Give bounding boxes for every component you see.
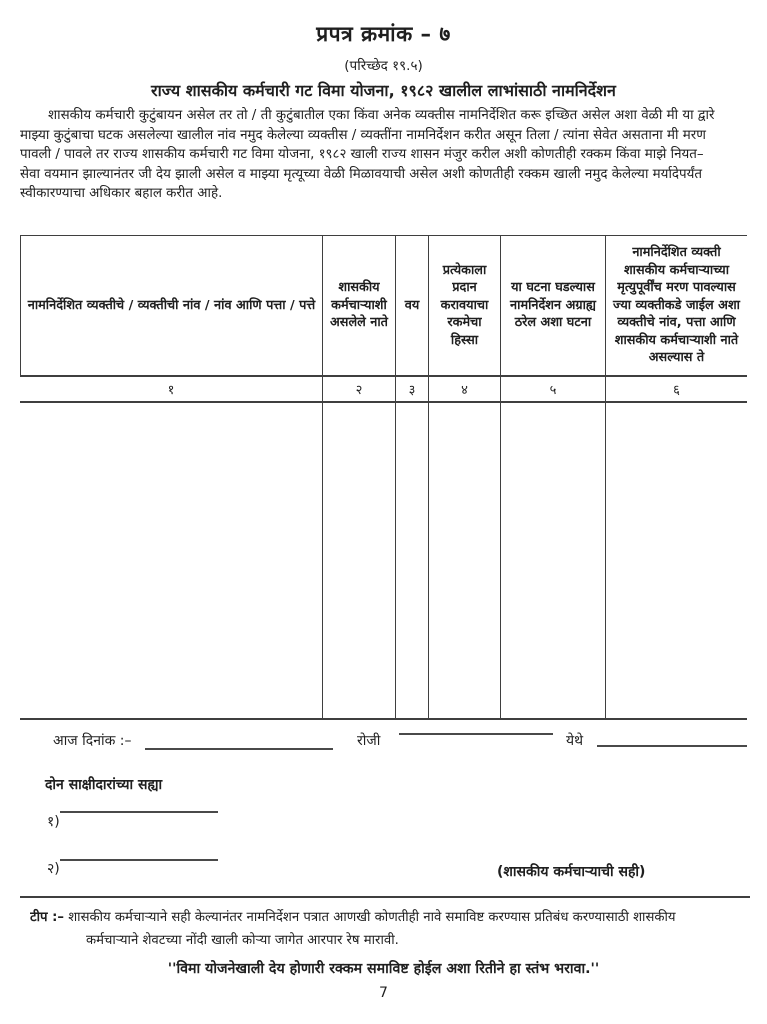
footer-divider-rule	[20, 896, 750, 898]
column-header-name-address: नामनिर्देशित व्यक्तीचे / व्यक्तीची नांव / नांव आणि पत्ता / पत्ते	[20, 235, 323, 375]
form-heading: राज्य शासकीय कर्मचारी गट विमा योजना, १९८२ खालील लाभांसाठी नामनिर्देशन	[151, 81, 616, 100]
yethe-blank-line	[597, 745, 747, 747]
note-first-line	[30, 907, 750, 927]
column-header-age: वय	[396, 235, 429, 375]
column-number-2: २	[323, 375, 396, 403]
column-header-invalidation: या घटना घडल्यास नामनिर्देशन अग्राह्य ठरेल अशा घटना	[501, 235, 606, 375]
column-number-5: ५	[501, 375, 606, 403]
column-number-3: ३	[396, 375, 429, 403]
column-number-1: १	[20, 375, 323, 403]
column-header-relationship: शासकीय कर्मचाऱ्याशी असलेले नाते	[323, 235, 396, 375]
table-body-cell	[606, 403, 747, 720]
roji-label: रोजी	[357, 733, 381, 749]
note-text-2: कर्मचाऱ्याने शेवटच्या नोंदी खाली कोऱ्या जागेत आरपार रेष मारावी.	[86, 933, 399, 948]
witness-2-signature-line	[60, 859, 218, 861]
column-fill-instruction-quote: ''विमा योजनेखाली देय होणारी रक्कम समाविष्ट होईल अशा रितीने हा स्तंभ भरावा.''	[167, 961, 600, 977]
column-header-contingent: नामनिर्देशित व्यक्ती शासकीय कर्मचाऱ्याच्या मृत्युपूर्वींच मरण पावल्यास ज्या व्यक्तीकडे जाईल अशा व्यक्तीचे नांव, पत्ता आणि शासकीय कर्मचाऱ्याशी नाते असल्यास ते	[606, 235, 747, 375]
intro-line: स्वीकारण्याचा अधिकार बहाल करीत आहे.	[20, 186, 223, 201]
table-body-cell	[20, 403, 323, 720]
date-label: आज दिनांक :–	[53, 733, 132, 749]
note-text-1: शासकीय कर्मचाऱ्याने सही केल्यानंतर नामनिर्देशन पत्रात आणखी कोणतीही नावे समाविष्ट करण्यास प्रतिबंध करण्यासाठी शासकीय	[68, 910, 676, 925]
witness-1-number: १)	[47, 814, 60, 830]
date-blank-line	[145, 748, 333, 750]
page-number: 7	[379, 985, 388, 1001]
table-body-cell	[396, 403, 429, 720]
table-body-cell	[501, 403, 606, 720]
nomination-table	[20, 235, 747, 720]
column-number-4: ४	[429, 375, 501, 403]
form-title: प्रपत्र क्रमांक – ७	[316, 22, 451, 46]
note-second-line	[86, 930, 750, 950]
roji-blank-line	[399, 733, 553, 735]
witness-2-number: २)	[47, 861, 60, 877]
intro-line: माझ्या कुटुंबाचा घटक असलेल्या खालील नांव नमुद केलेल्या व्यक्तीस / व्यक्तींना नामनिर्देशन करीत असून तिला / त्यांना सेवेत असताना मी मरण	[20, 128, 706, 143]
note-label: टीप :–	[30, 910, 65, 925]
column-header-share: प्रत्येकाला प्रदान करावयाचा रकमेचा हिस्सा	[429, 235, 501, 375]
witnesses-label: दोन साक्षीदारांच्या सह्या	[45, 777, 163, 793]
form-subtitle: (परिच्छेद १९.५)	[344, 58, 423, 74]
intro-line: पावली / पावले तर राज्य शासकीय कर्मचारी गट विमा योजना, १९८२ खाली राज्य शासन मंजुर करील अशी कोणतीही रक्कम किंवा माझे नियत–	[20, 147, 704, 162]
witness-1-signature-line	[60, 811, 218, 813]
intro-line: सेवा वयमान झाल्यानंतर जी देय झाली असेल व माझ्या मृत्यूच्या वेळी मिळावयाची असेल अशी कोणतीही रक्कम खाली नमुद केलेल्या मर्यादेपर्यंत	[20, 167, 703, 182]
column-number-6: ६	[606, 375, 747, 403]
table-body-cell	[429, 403, 501, 720]
employee-signature-label: (शासकीय कर्मचाऱ्याची सही)	[497, 864, 646, 880]
table-body-cell	[323, 403, 396, 720]
yethe-label: येथे	[566, 733, 584, 749]
intro-line: शासकीय कर्मचारी कुटुंबायन असेल तर तो / ती कुटुंबातील एका किंवा अनेक व्यक्तीस नामनिर्देशित करू इच्छित असेल अशा वेळी मी या द्वारे	[48, 108, 715, 123]
